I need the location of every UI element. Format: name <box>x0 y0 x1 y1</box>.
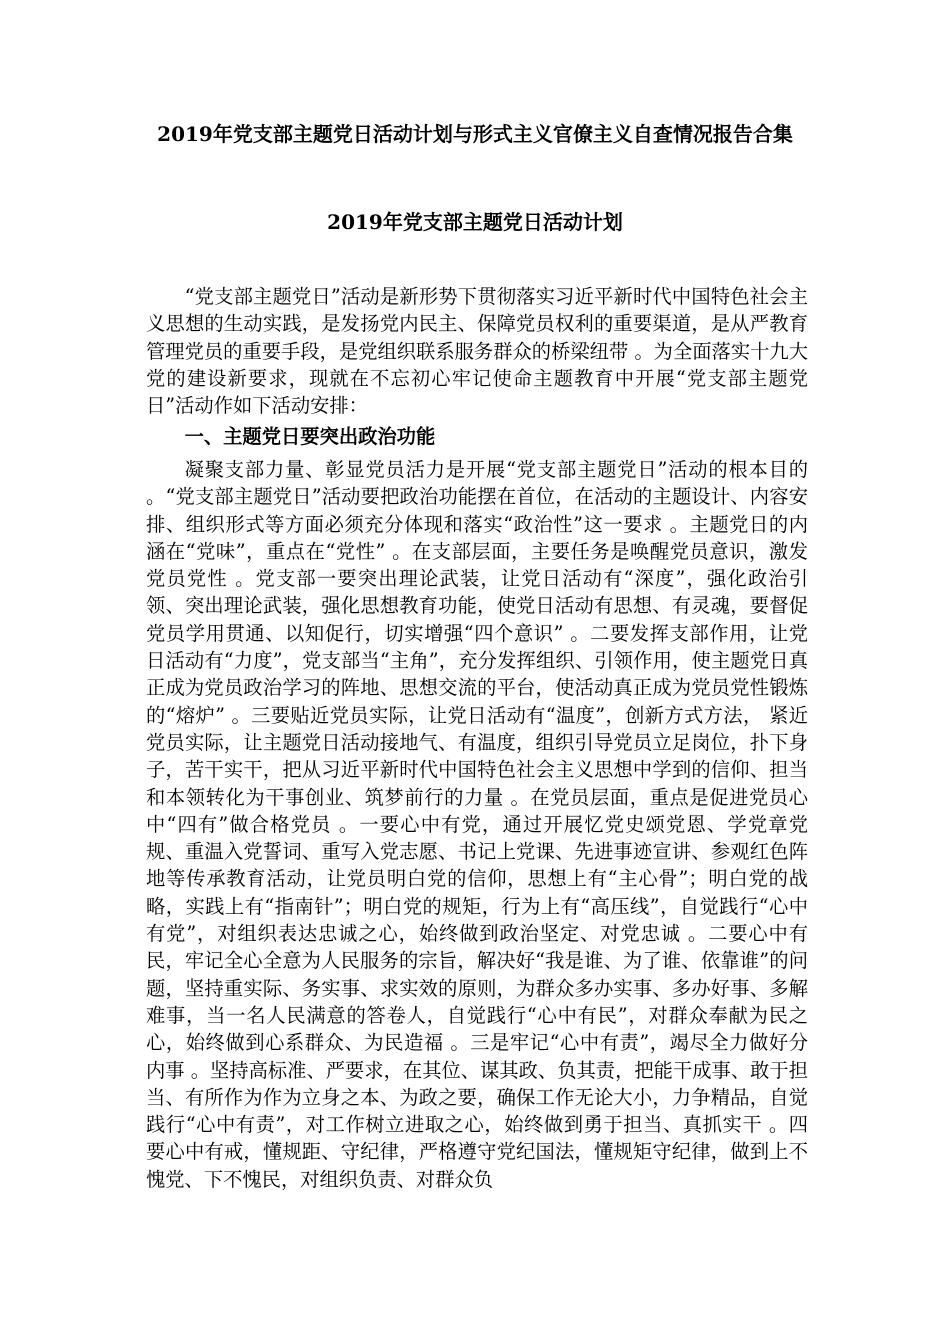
section-heading: 一、主题党日要突出政治功能 <box>184 425 436 448</box>
document-title: 2019年党支部主题党日活动计划与形式主义官僚主义自查情况报告合集 <box>157 122 793 146</box>
intro-paragraph: “党支部主题党日”活动是新形势下贯彻落实习近平新时代中国特色社会主义思想的生动实践，是发扬党内民主、保障党员权利的重要渠道，是从严教育管理党员的重要手段，是党组织联系服务群众的桥梁纽带 。为全面落实十九大党的建设新要求，现就在不忘初心牢记使命主题教育中开展“党支部主题党日”活动作如下活动安排： <box>146 285 808 418</box>
document-subtitle: 2019年党支部主题党日活动计划 <box>327 210 623 234</box>
section-paragraph: 凝聚支部力量、彰显党员活力是开展“党支部主题党日”活动的根本目的 。“党支部主题党日”活动要把政治功能摆在首位，在活动的主题设计、内容安排、组织形式等方面必须充分体现和落实“政治性”这一要求 。主题党日的内涵在“党味”，重点在“党性” 。在支部层面，主要任务是唤醒党员意识，激发党员党性 。党支部一要突出理论武装，让党日活动有“深度”，强化政治引领、突出理论武装，强化思想教育功能，使党日活动有思想、有灵魂，要督促党员学用贯通、以知促行，切实增强“四个意识” 。二要发挥支部作用，让党日活动有“力度”，党支部当“主角”，充分发挥组织、引领作用，使主题党日真正成为党员政治学习的阵地、思想交流的平台，使活动真正成为党员党性锻炼的“熔炉” 。三要贴近党员实际，让党日活动有“温度”，创新方式方法， 紧近党员实际，让主题党日活动接地气、有温度，组织引导党员立足岗位，扑下身子，苦干实干，把从习近平新时代中国特色社会主义思想中学到的信仰、担当和本领转化为干事创业、筑梦前行的力量 。在党员层面，重点是促进党员心中“四有”做合格党员 。一要心中有党，通过开展忆党史颂党恩、学党章党规、重温入党誓词、重写入党志愿、书记上党课、先进事迹宣讲、参观红色阵地等传承教育活动，让党员明白党的信仰，思想上有“主心骨”；明白党的战略，实践上有“指南针”；明白党的规矩，行为上有“高压线”，自觉践行“心中有党”，对组织表达忠诚之心，始终做到政治坚定、对党忠诚 。二要心中有民，牢记全心全意为人民服务的宗旨，解决好“我是谁、为了谁、依靠谁”的问题，坚持重实际、务实事、求实效的原则，为群众多办实事、多办好事、多解难事，当一名人民满意的答卷人，自觉践行“心中有民”，对群众奉献为民之心，始终做到心系群众、为民造福 。三是牢记“心中有责”，竭尽全力做好分内事 。坚持高标准、严要求，在其位、谋其政、负其责，把能干成事、敢于担当、有所作为作为立身之本、为政之要，确保工作无论大小，力争精品，自觉践行“心中有责”，对工作树立进取之心，始终做到勇于担当、真抓实干 。四要心中有戒，懂规距、守纪律，严格遵守党纪国法，懂规矩守纪律，做到上不愧党、下不愧民，对组织负责、对群众负 <box>146 458 808 1191</box>
